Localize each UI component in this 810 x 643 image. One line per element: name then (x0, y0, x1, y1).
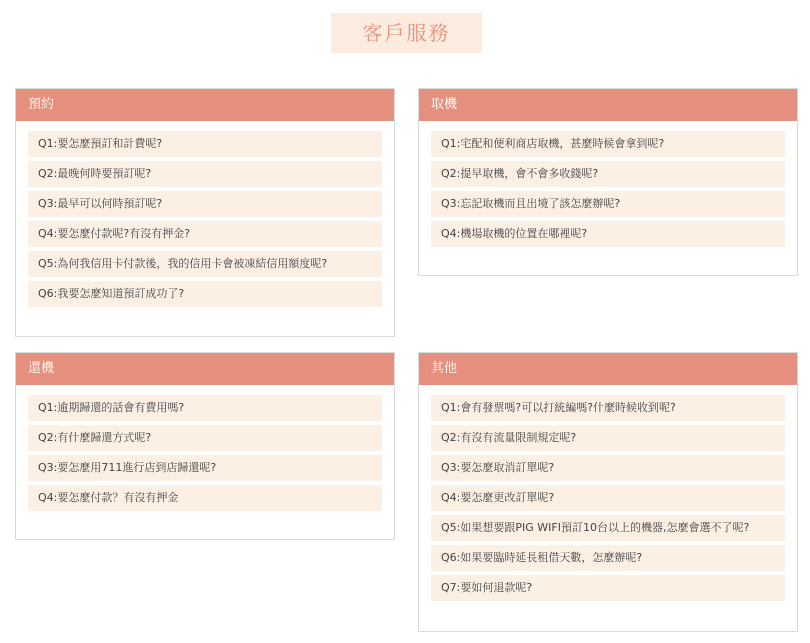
other-faq-list (419, 385, 797, 609)
other-panel-header: 其他 (419, 353, 797, 385)
pickup-faq-q4[interactable]: Q4:機場取機的位置在哪裡呢? (431, 221, 785, 247)
booking-faq-q5[interactable]: Q5:為何我信用卡付款後，我的信用卡會被凍結信用額度呢? (28, 251, 382, 277)
pickup-faq-q3[interactable]: Q3:忘記取機而且出境了該怎麼辦呢? (431, 191, 785, 217)
pickup-panel (418, 88, 798, 276)
other-faq-q1[interactable]: Q1:會有發票嗎?可以打統編嗎?什麼時候收到呢? (431, 395, 785, 421)
booking-faq-q2[interactable]: Q2:最晚何時要預訂呢? (28, 161, 382, 187)
page-title: 客戶服務 (331, 13, 482, 53)
booking-panel-header: 預約 (16, 89, 394, 121)
other-panel (418, 352, 798, 632)
return-faq-q2[interactable]: Q2:有什麼歸還方式呢? (28, 425, 382, 451)
return-panel-header: 還機 (16, 353, 394, 385)
return-panel (15, 352, 395, 540)
return-faq-list (16, 385, 394, 519)
booking-faq-q6[interactable]: Q6:我要怎麼知道預訂成功了? (28, 281, 382, 307)
pickup-faq-list (419, 121, 797, 255)
booking-faq-list (16, 121, 394, 315)
other-faq-q7[interactable]: Q7:要如何退款呢? (431, 575, 785, 601)
pickup-faq-q1[interactable]: Q1:宅配和便利商店取機，甚麼時候會拿到呢? (431, 131, 785, 157)
return-faq-q1[interactable]: Q1:逾期歸還的話會有費用嗎? (28, 395, 382, 421)
booking-faq-q1[interactable]: Q1:要怎麼預訂和計費呢? (28, 131, 382, 157)
pickup-faq-q2[interactable]: Q2:提早取機，會不會多收錢呢? (431, 161, 785, 187)
other-faq-q2[interactable]: Q2:有沒有流量限制規定呢? (431, 425, 785, 451)
booking-faq-q3[interactable]: Q3:最早可以何時預訂呢? (28, 191, 382, 217)
other-faq-q5[interactable]: Q5:如果想要跟PIG WIFI預訂10台以上的機器,怎麼會選不了呢? (431, 515, 785, 541)
other-faq-q3[interactable]: Q3:要怎麼取消訂單呢? (431, 455, 785, 481)
booking-panel (15, 88, 395, 337)
pickup-panel-header: 取機 (419, 89, 797, 121)
return-faq-q3[interactable]: Q3:要怎麼用711進行店到店歸還呢? (28, 455, 382, 481)
booking-faq-q4[interactable]: Q4:要怎麼付款呢?有沒有押金? (28, 221, 382, 247)
other-faq-q6[interactable]: Q6:如果要臨時延長租借天數，怎麼辦呢? (431, 545, 785, 571)
return-faq-q4[interactable]: Q4:要怎麼付款？有沒有押金 (28, 485, 382, 511)
other-faq-q4[interactable]: Q4:要怎麼更改訂單呢? (431, 485, 785, 511)
